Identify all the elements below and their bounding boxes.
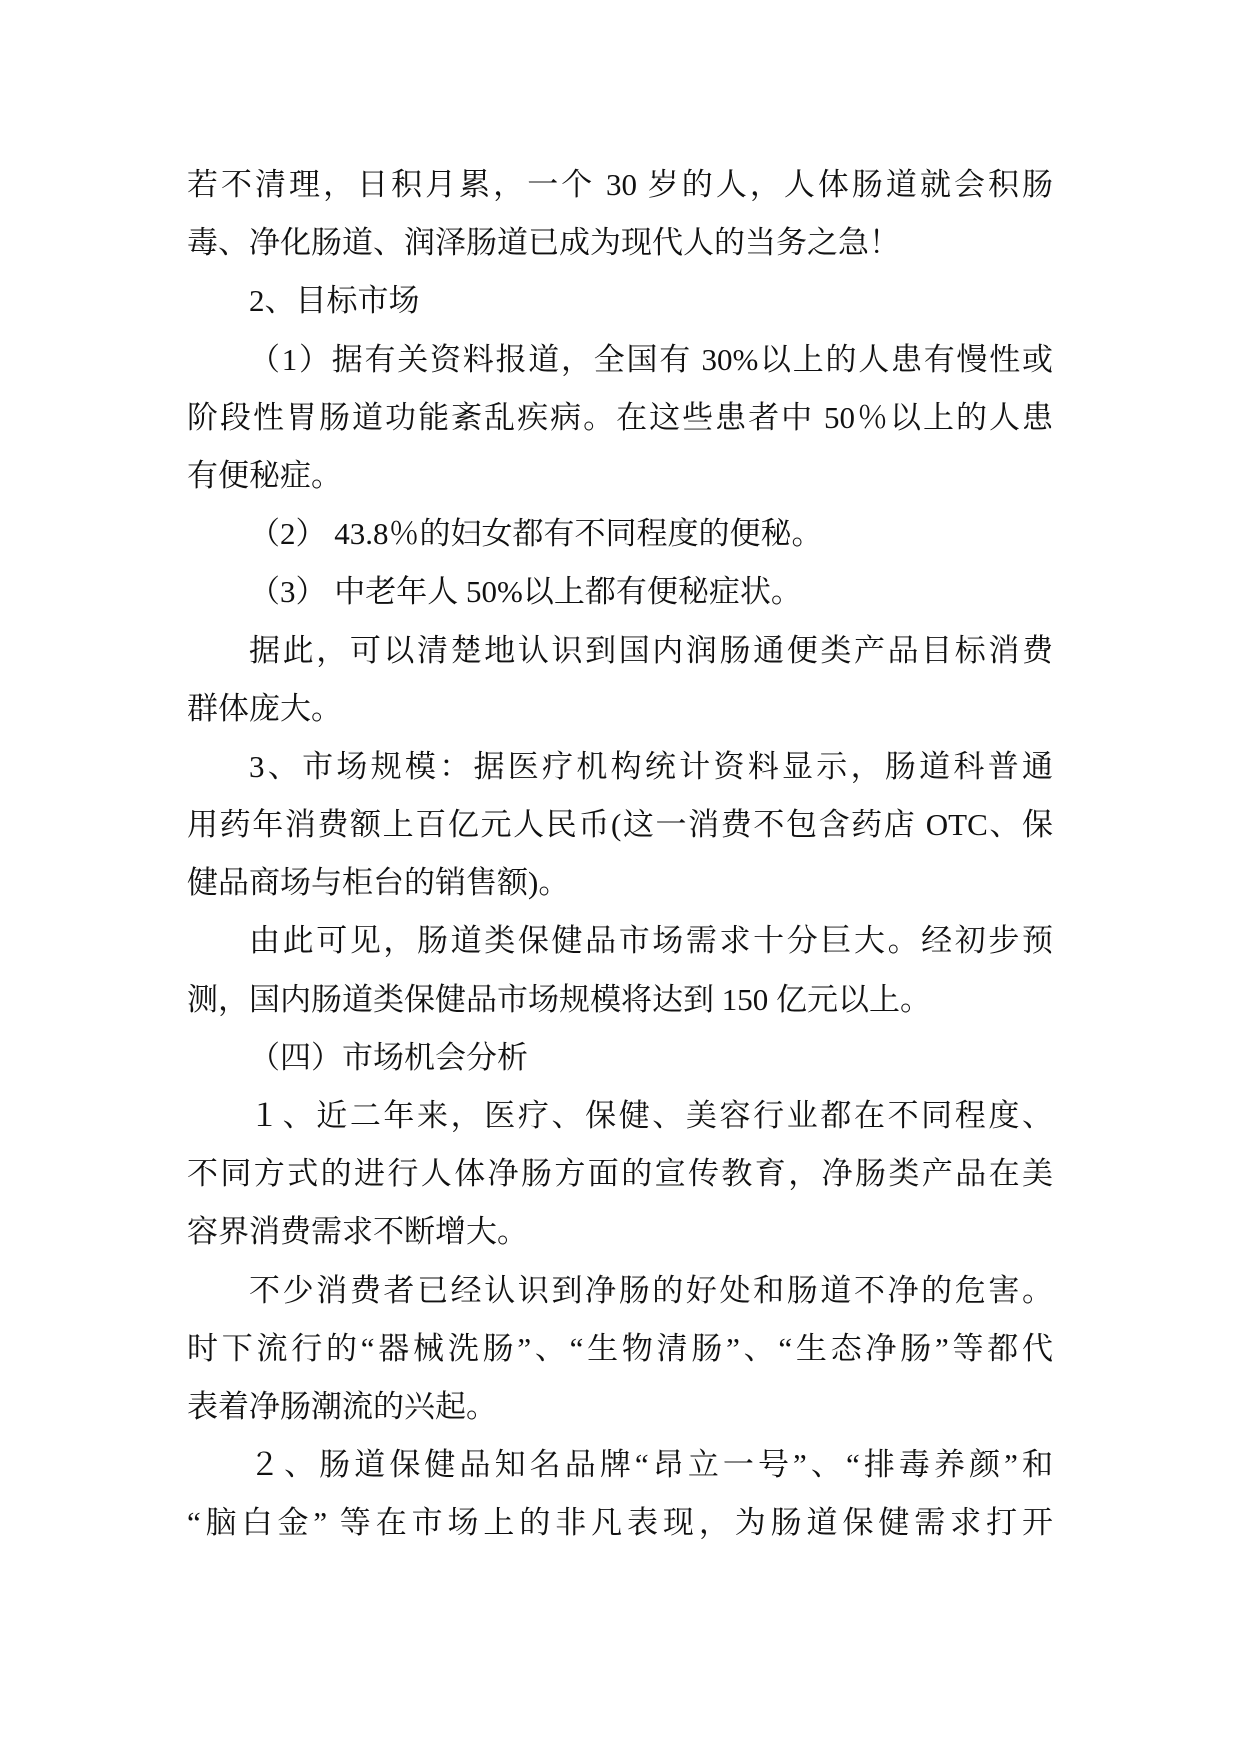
text-line: 健品商场与柜台的销售额)。 [187,865,570,901]
section-heading-opportunity [187,1029,1053,1087]
text-line: 不同方式的进行人体净肠方面的宣传教育，净肠类产品在美 [187,1156,1053,1192]
text-line: 测，国内肠道类保健品市场规模将达到 150 亿元以上。 [187,981,931,1017]
document-body [187,156,1053,1553]
text-line: 3、市场规模：据医疗机构统计资料显示，肠道科普通 [249,748,1053,784]
paragraph-item-2 [187,505,1053,563]
paragraph-opportunity-2 [187,1436,1053,1552]
text-line: 据此，可以清楚地认识到国内润肠通便类产品目标消费 [249,632,1053,668]
text-line: 由此可见，肠道类保健品市场需求十分巨大。经初步预 [249,923,1053,959]
text-line: （3） 中老年人 50%以上都有便秘症状。 [249,574,802,610]
text-line: （1）据有关资料报道，全国有 30%以上的人患有慢性或 [249,341,1053,377]
text-line: 有便秘症。 [187,457,342,493]
text-line: 表着净肠潮流的兴起。 [187,1388,497,1424]
paragraph-market-size [187,738,1053,913]
text-line: “脑白金” 等在市场上的非凡表现，为肠道保健需求打开 [187,1505,1053,1541]
text-line: 用药年消费额上百亿元人民币(这一消费不包含药店 OTC、保 [187,807,1053,843]
paragraph-conclusion [187,622,1053,738]
text-line: 若不清理，日积月累，一个 30 岁的人，人体肠道就会积肠 [187,167,1053,202]
text-line: 阶段性胃肠道功能紊乱疾病。在这些患者中 50％以上的人患 [187,399,1053,435]
paragraph-item-3 [187,563,1053,621]
text-line: （2） 43.8％的妇女都有不同程度的便秘。 [249,516,823,552]
paragraph-opportunity-1 [187,1087,1053,1262]
heading-line: （四）市场机会分析 [249,1039,528,1075]
text-line: 容界消费需求不断增大。 [187,1214,528,1250]
text-line: １、近二年来，医疗、保健、美容行业都在不同程度、 [249,1098,1053,1133]
heading-line: 2、目标市场 [249,283,420,319]
paragraph-continuation [187,156,1053,272]
text-line: 不少消费者已经认识到净肠的好处和肠道不净的危害。 [249,1272,1053,1308]
text-line: 毒、净化肠道、润泽肠道已成为现代人的当务之急！ [187,225,900,261]
paragraph-item-1 [187,331,1053,506]
paragraph-consumer-awareness [187,1262,1053,1437]
text-line: 时下流行的“器械洗肠”、“生物清肠”、“生态净肠”等都代 [187,1330,1053,1366]
paragraph-forecast [187,912,1053,1028]
text-line: ２、肠道保健品知名品牌“昂立一号”、“排毒养颜”和 [249,1447,1053,1483]
text-line: 群体庞大。 [187,690,342,726]
section-heading-target-market [187,272,1053,330]
